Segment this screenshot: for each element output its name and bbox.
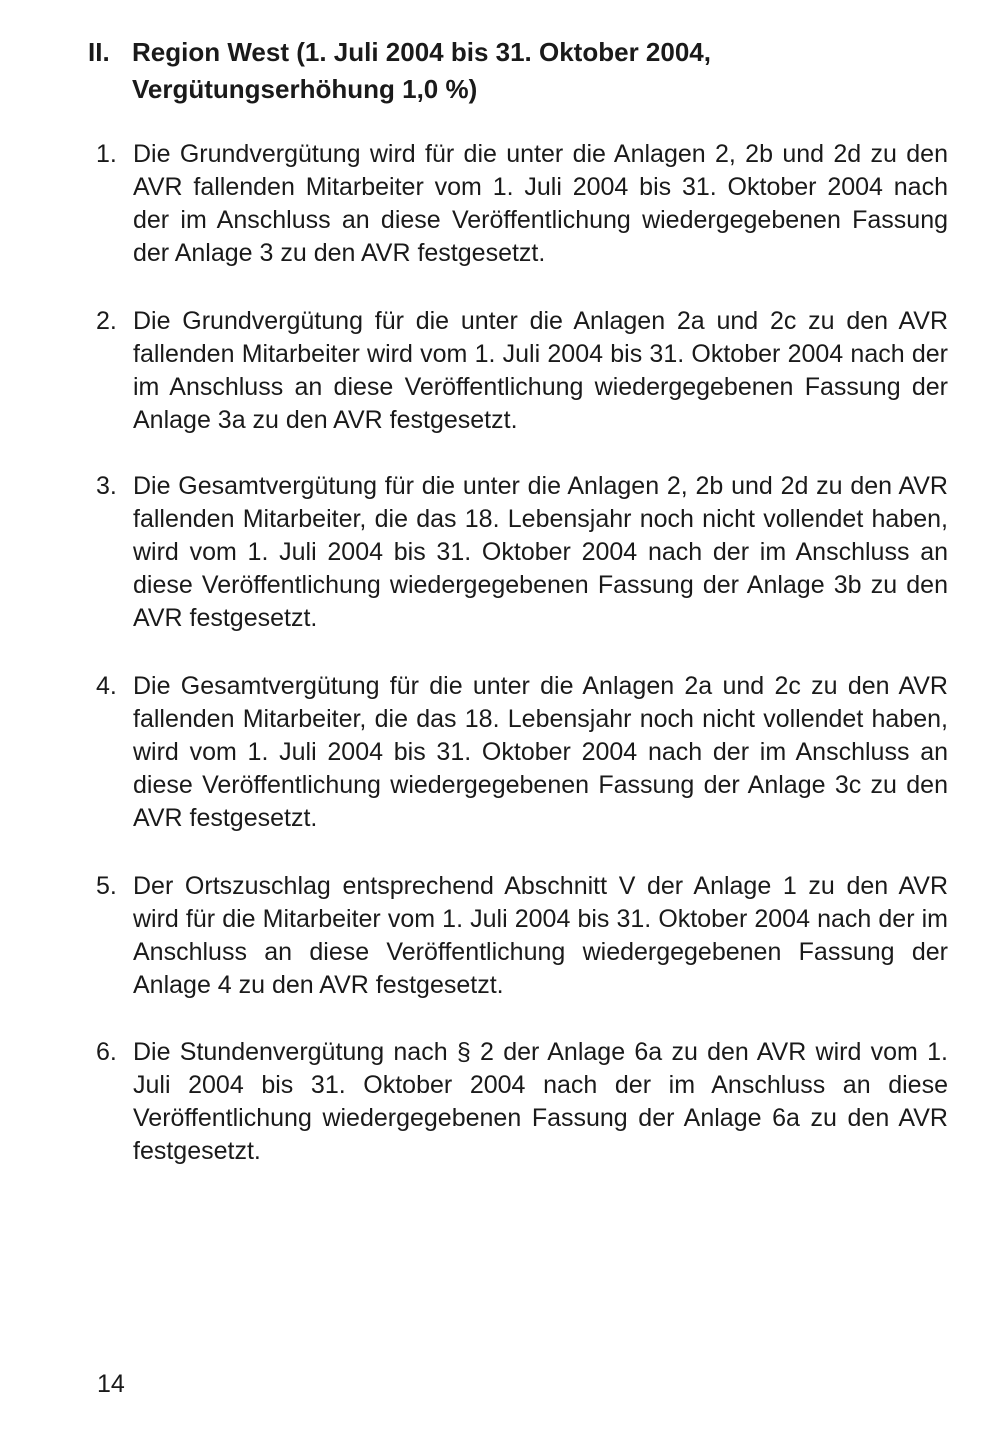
paragraph-number: 2.: [96, 307, 117, 335]
paragraph-text: Die Gesamtvergütung für die unter die Anlagen 2, 2b und 2d zu den AVR fallenden Mitarbeiter, die das 18. Lebensjahr noch nicht vollendet haben, wird vom 1. Juli 2004 bis 31. Oktober 2004 nach der im Anschluss an diese Veröffentlichung wiedergegebenen Fassung der Anlage 3b zu den AVR festgesetzt.: [133, 472, 948, 632]
paragraph-number: 1.: [96, 140, 117, 168]
section-number: II.: [88, 37, 110, 67]
page-number: 14: [97, 1370, 125, 1398]
paragraph-1: [96, 138, 948, 270]
paragraph-text: Die Gesamtvergütung für die unter die Anlagen 2a und 2c zu den AVR fallenden Mitarbeiter, die das 18. Lebensjahr noch nicht vollendet haben, wird vom 1. Juli 2004 bis 31. Oktober 2004 nach der im Anschluss an diese Veröffentlichung wiedergegebenen Fassung der Anlage 3c zu den AVR festgesetzt.: [133, 672, 948, 832]
paragraph-text: Die Grundvergütung für die unter die Anlagen 2a und 2c zu den AVR fallenden Mitarbeiter wird vom 1. Juli 2004 bis 31. Oktober 2004 nach der im Anschluss an diese Veröffentlichung wiedergegebenen Fassung der Anlage 3a zu den AVR festgesetzt.: [133, 307, 948, 434]
paragraph-text: Die Grundvergütung wird für die unter die Anlagen 2, 2b und 2d zu den AVR fallenden Mitarbeiter vom 1. Juli 2004 bis 31. Oktober 2004 nach der im Anschluss an diese Veröffentlichung wiedergegebenen Fassung der Anlage 3 zu den AVR festgesetzt.: [133, 140, 948, 267]
paragraph-text: Der Ortszuschlag entsprechend Abschnitt V der Anlage 1 zu den AVR wird für die Mitarbeiter vom 1. Juli 2004 bis 31. Oktober 2004 nach der im Anschluss an diese Veröffentlichung wiedergegebenen Fassung der Anlage 4 zu den AVR festgesetzt.: [133, 872, 948, 999]
paragraph-number: 5.: [96, 872, 117, 900]
paragraph-number: 6.: [96, 1038, 117, 1066]
section-heading: [88, 34, 958, 108]
paragraph-text: Die Stundenvergütung nach § 2 der Anlage 6a zu den AVR wird vom 1. Juli 2004 bis 31. Oktober 2004 nach der im Anschluss an diese Veröffentlichung wiedergegebenen Fassung der Anlage 6a zu den AVR festgesetzt.: [133, 1038, 948, 1165]
section-title: Region West (1. Juli 2004 bis 31. Oktober 2004, Vergütungserhöhung 1,0 %): [132, 37, 711, 104]
paragraph-number: 4.: [96, 672, 117, 700]
paragraph-5: [96, 870, 948, 1002]
paragraph-number: 3.: [96, 472, 117, 500]
paragraph-6: [96, 1036, 948, 1168]
paragraph-4: [96, 670, 948, 835]
paragraph-3: [96, 470, 948, 635]
paragraph-2: [96, 305, 948, 437]
